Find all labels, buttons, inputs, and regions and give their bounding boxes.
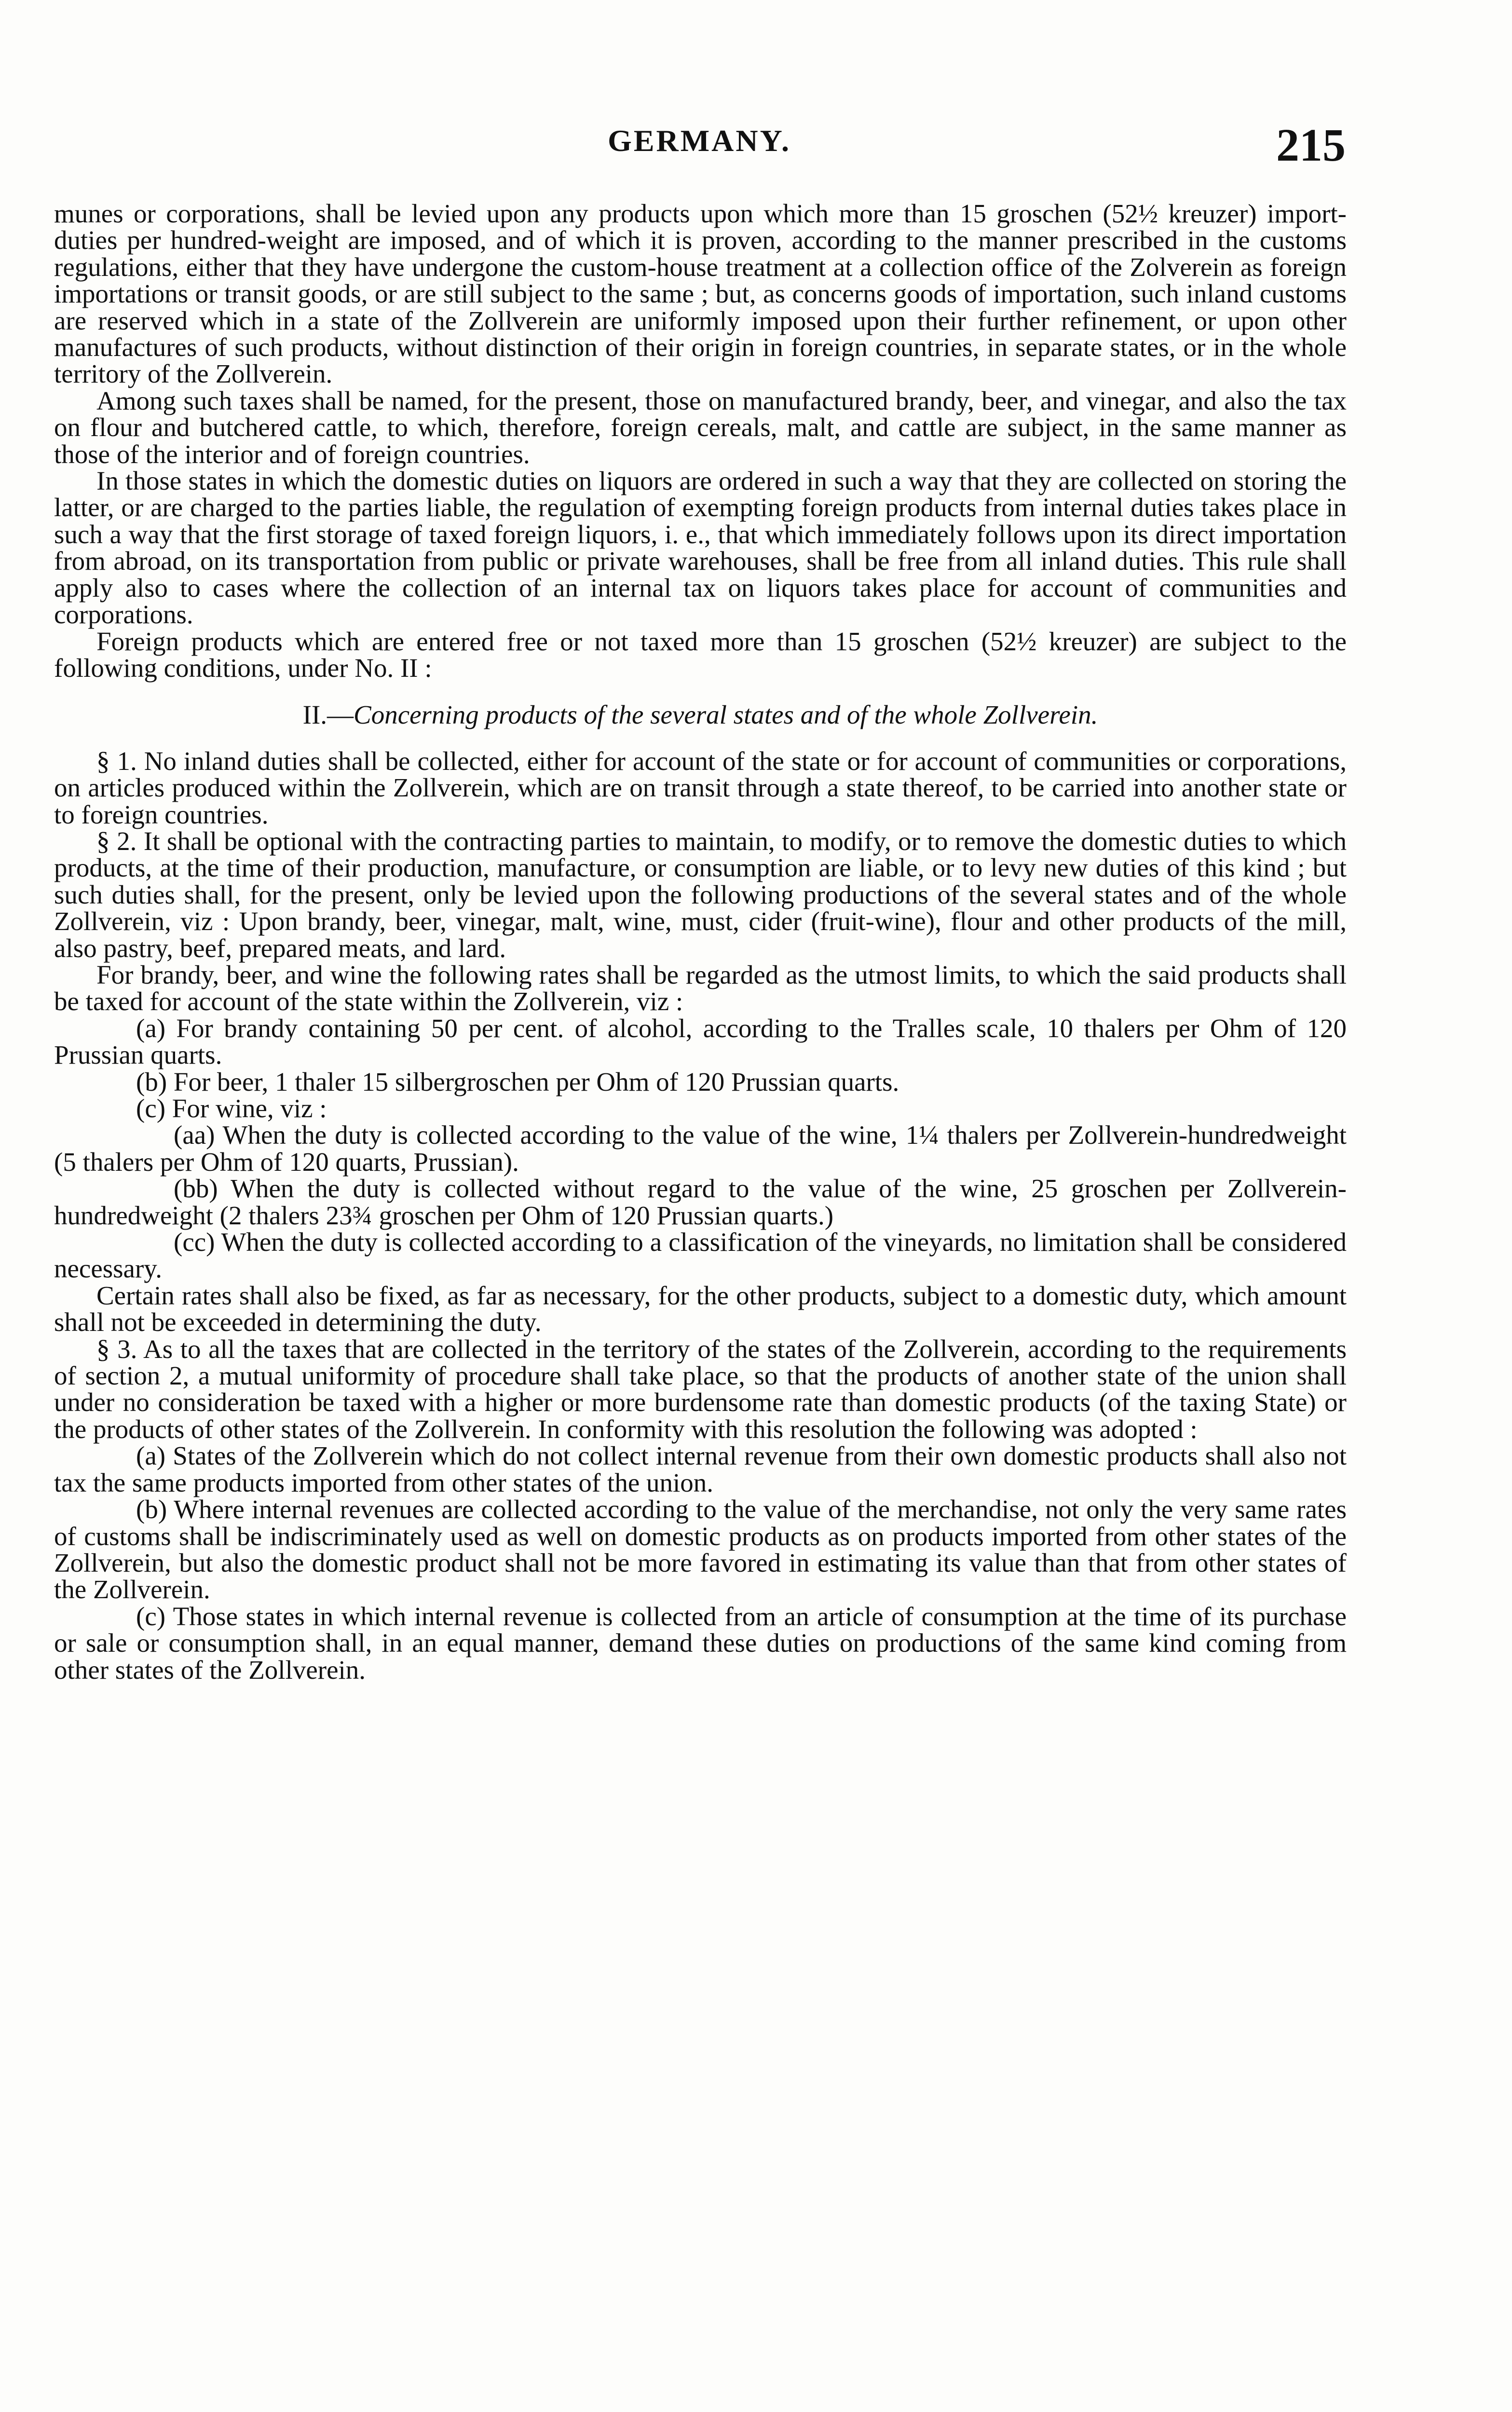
rate-item-wine: (c) For wine, viz : <box>136 1094 327 1123</box>
rate-item-beer: (b) For beer, 1 thaler 15 silbergroschen per Ohm of 120 Prussian quarts. <box>136 1067 899 1096</box>
paragraph-section-1: § 1. No inland duties shall be collected, either for account of the state or for account of communities or corporations, on articles produced within the Zollverein, which are on transit through a state thereof, to be carried into another state or to foreign countries. <box>54 746 1347 829</box>
wine-item-aa: (aa) When the duty is collected according to the value of the wine, 1¼ thalers per Zollverein-hundredweight (5 thalers per Ohm of 120 quarts, Prussian). <box>54 1120 1347 1177</box>
paragraph-certain-rates: Certain rates shall also be fixed, as far as necessary, for the other products, subject to a domestic duty, which amount shall not be exceeded in determining the duty. <box>54 1280 1347 1337</box>
running-title: GERMANY. <box>608 123 791 158</box>
page-header <box>53 119 1346 176</box>
section-heading-title: Concerning products of the several states and of the whole Zollverein. <box>354 700 1098 730</box>
paragraph-foreign-products: Foreign products which are entered free or not taxed more than 15 groschen (52½ kreuzer) are subject to the following conditions, under No. II : <box>54 626 1347 683</box>
paragraph-continuation: munes or corporations, shall be levied upon any products upon which more than 15 groschen (52½ kreuzer) import-duties per hundred-weight are imposed, and of which it is proven, according to the manner prescribed in the customs regulations, either that they have undergone the custom-house treatment at a collection office of the Zolverein as foreign importations or transit goods, or are still subject to the same ; but, as concerns goods of importation, such inland customs are reserved which in a state of the Zollverein are uniformly imposed upon their further refinement, or upon other manufactures of such products, without distinction of their origin in foreign countries, in separate states, or in the whole territory of the Zollverein. <box>54 199 1347 389</box>
wine-item-bb: (bb) When the duty is collected without regard to the value of the wine, 25 groschen per Zollverein-hundredweight (2 thalers 23¾ groschen per Ohm of 120 Prussian quarts.) <box>54 1174 1347 1230</box>
paragraph-section-2: § 2. It shall be optional with the contracting parties to maintain, to modify, or to remove the domestic duties to which products, at the time of their production, manufacture, or consumption are liable, or to levy new duties of this kind ; but such duties shall, for the present, only be levied upon the following productions of the several states and of the whole Zollverein, viz : Upon brandy, beer, vinegar, malt, wine, must, cider (fruit-wine), flour and other products of the mill, also pastry, beef, prepared meats, and lard. <box>54 826 1347 963</box>
wine-item-cc: (cc) When the duty is collected according to a classification of the vineyards, no limitation shall be considered necessary. <box>54 1227 1347 1284</box>
uniformity-item-b: (b) Where internal revenues are collected according to the value of the merchandise, not only the very same rates of customs shall be indiscriminately used as well on domestic products as on products imported from other states of the Zollverein, but also the domestic product shall not be more favored in estimating its value than that from other states of the Zollverein. <box>54 1494 1347 1604</box>
section-heading <box>54 701 1347 728</box>
paragraph-section-3: § 3. As to all the taxes that are collected in the territory of the states of the Zollverein, according to the requirements of section 2, a mutual uniformity of procedure shall take place, so that the products of another state of the union shall under no consideration be taxed with a higher or more burdensome rate than domestic products (of the taxing State) or the products of other states of the Zollverein. In conformity with this resolution the following was adopted : <box>54 1334 1347 1444</box>
uniformity-item-c: (c) Those states in which internal revenue is collected from an article of consumption at the time of its purchase or sale or consumption shall, in an equal manner, demand these duties on productions of the same kind coming from other states of the Zollverein. <box>54 1601 1347 1685</box>
uniformity-item-a: (a) States of the Zollverein which do not collect internal revenue from their own domestic products shall also not tax the same products imported from other states of the union. <box>54 1441 1347 1497</box>
paragraph-liquor-duties: In those states in which the domestic duties on liquors are ordered in such a way that they are collected on storing the latter, or are charged to the parties liable, the regulation of exempting foreign products from internal duties takes place in such a way that the first storage of taxed foreign liquors, i. e., that which immediately follows upon its direct importation from abroad, on its transportation from public or private warehouses, shall be free from all inland duties. This rule shall apply also to cases where the collection of an internal tax on liquors takes place for account of communities and corporations. <box>54 466 1347 630</box>
rate-item-brandy: (a) For brandy containing 50 per cent. of alcohol, according to the Tralles scale, 10 thalers per Ohm of 120 Prussian quarts. <box>54 1013 1347 1070</box>
text-body <box>54 200 1347 1683</box>
page-number: 215 <box>1276 119 1346 171</box>
paragraph-taxes-named: Among such taxes shall be named, for the present, those on manufactured brandy, beer, and vinegar, and also the tax on flour and butchered cattle, to which, therefore, foreign cereals, malt, and cattle are subject, in the same manner as those of the interior and of foreign countries. <box>54 385 1347 469</box>
section-heading-number: II.— <box>302 700 354 730</box>
paragraph-rate-limits: For brandy, beer, and wine the following rates shall be regarded as the utmost limits, to which the said products shall be taxed for account of the state within the Zollverein, viz : <box>54 959 1347 1016</box>
